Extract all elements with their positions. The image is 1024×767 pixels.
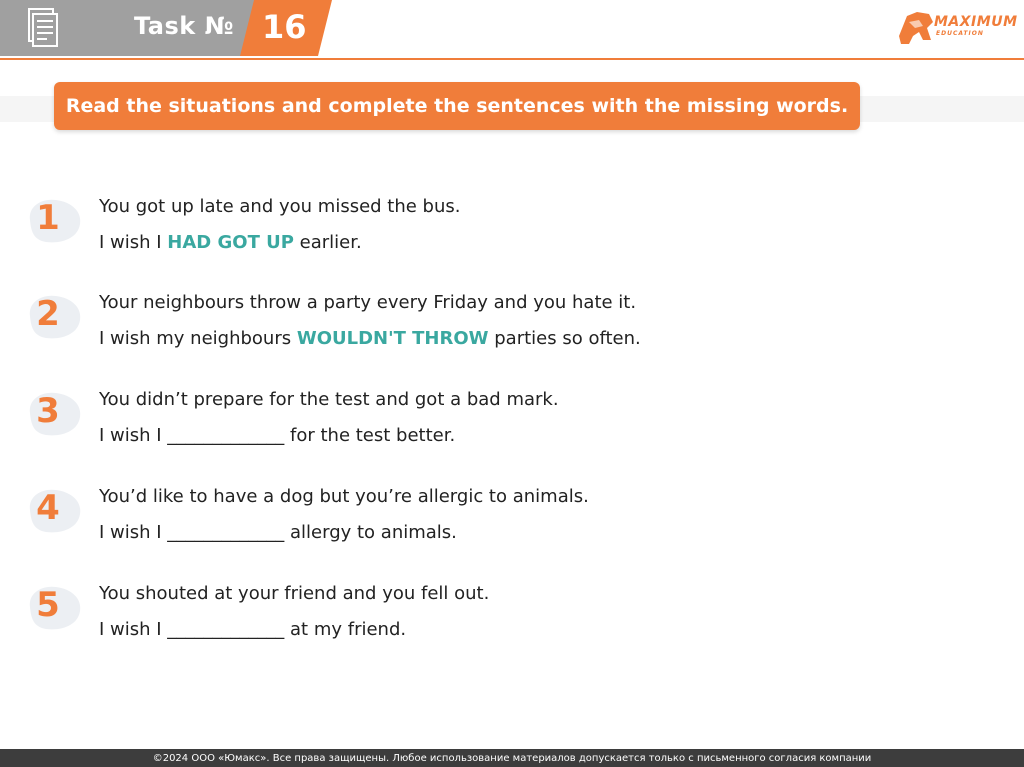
logo-subtext: EDUCATION xyxy=(936,30,984,37)
exercise-item xyxy=(0,290,1024,370)
item-number: 4 xyxy=(36,488,60,528)
sentence-end: parties so often. xyxy=(488,328,641,349)
footer-bar xyxy=(0,749,1024,767)
item-number: 5 xyxy=(36,585,60,625)
document-icon xyxy=(20,6,64,50)
logo-text: MAXIMUM xyxy=(934,14,1018,30)
sentence-text: I wish I _____________ for the test better. xyxy=(99,425,456,446)
instruction-banner xyxy=(54,82,860,130)
sentence-start: I wish I xyxy=(99,232,168,253)
header-bar xyxy=(0,0,1024,56)
header-divider xyxy=(0,58,1024,60)
exercise-item xyxy=(0,194,1024,274)
situation-text: Your neighbours throw a party every Friday and you hate it. xyxy=(99,292,637,313)
copyright-text: ©2024 ООО «Юмакс». Все права защищены. Любое использование материалов допускается только с письменного согласия компании xyxy=(152,752,872,764)
sentence-text: I wish I _____________ allergy to animals. xyxy=(99,522,457,543)
instruction-text: Read the situations and complete the sentences with the missing words. xyxy=(65,95,849,117)
sentence-text: I wish I _____________ at my friend. xyxy=(99,619,407,640)
task-label: Task № xyxy=(134,12,234,40)
sentence-end: earlier. xyxy=(293,232,362,253)
item-number: 2 xyxy=(36,294,60,334)
answer-text: HAD GOT UP xyxy=(167,232,294,253)
sentence-text xyxy=(99,328,641,349)
exercise-item xyxy=(0,484,1024,564)
exercise-item xyxy=(0,387,1024,467)
task-number: 16 xyxy=(262,8,307,46)
item-number: 1 xyxy=(36,198,60,238)
exercise-item xyxy=(0,581,1024,661)
situation-text: You shouted at your friend and you fell out. xyxy=(99,583,490,604)
situation-text: You didn’t prepare for the test and got a bad mark. xyxy=(99,389,559,410)
item-number: 3 xyxy=(36,391,60,431)
situation-text: You’d like to have a dog but you’re allergic to animals. xyxy=(99,486,589,507)
sentence-text xyxy=(99,232,362,253)
sentence-start: I wish my neighbours xyxy=(99,328,297,349)
situation-text: You got up late and you missed the bus. xyxy=(99,196,461,217)
answer-text: WOULDN'T THROW xyxy=(296,328,489,349)
